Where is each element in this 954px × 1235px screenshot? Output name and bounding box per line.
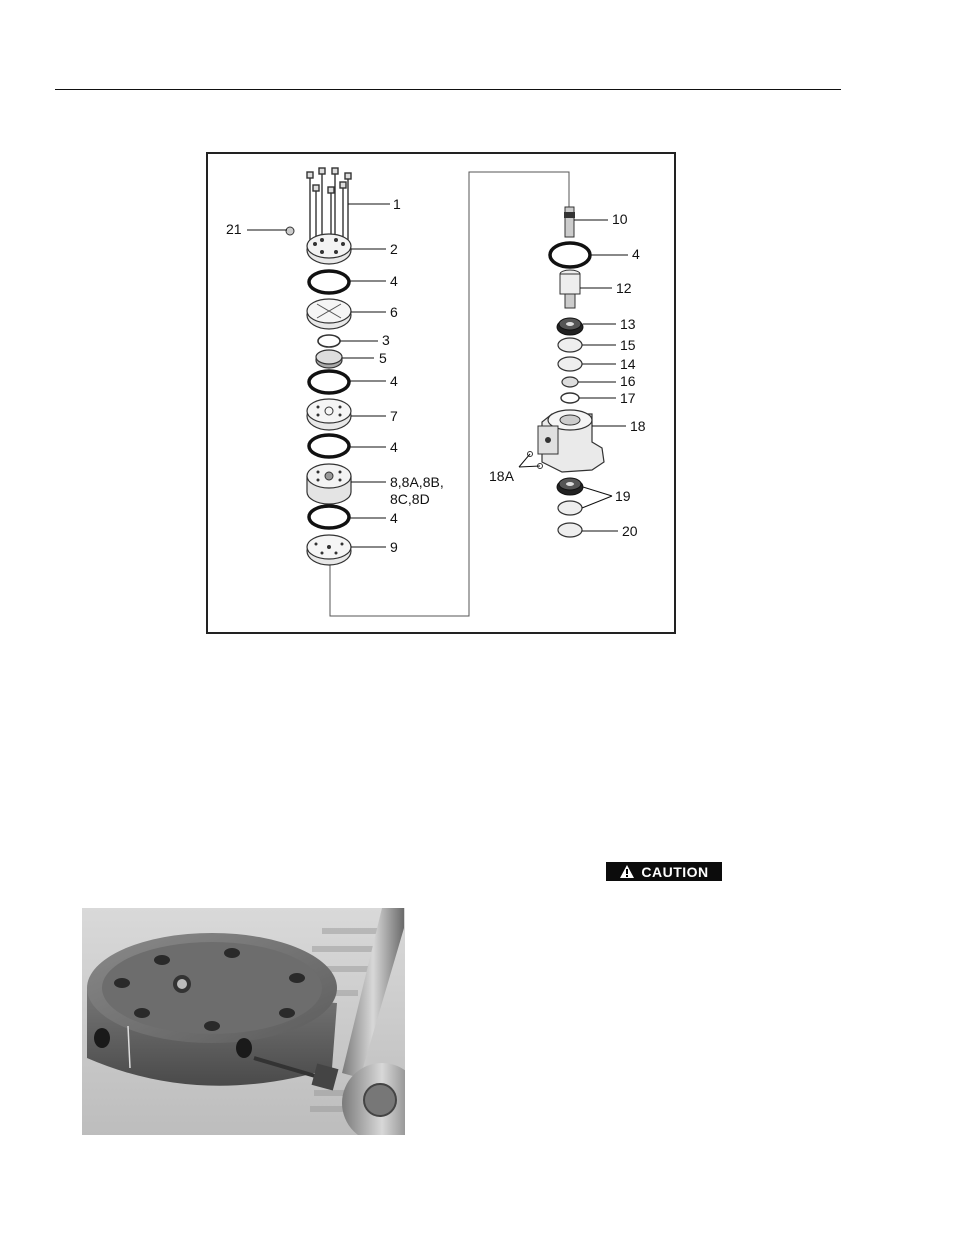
- callout-17: 17: [620, 390, 636, 406]
- mounting-flange-part-18: [538, 410, 604, 472]
- warning-triangle-icon: [619, 864, 635, 879]
- callout-4: 4: [390, 273, 398, 289]
- manifold-part-7: [307, 399, 351, 430]
- callout-8c: 8C,8D: [390, 491, 430, 507]
- end-cap-part-9: [307, 535, 351, 565]
- callout-leaders: [247, 204, 628, 547]
- callout-18a: 18A: [489, 468, 514, 484]
- callout-4: 4: [632, 246, 640, 262]
- washer-part-15: [558, 338, 582, 352]
- callout-12: 12: [616, 280, 632, 296]
- callout-10: 10: [612, 211, 628, 227]
- rotor-part-5: [316, 350, 342, 368]
- exploded-parts-diagram: [206, 152, 676, 634]
- drive-link-part-12: [560, 270, 580, 308]
- housing-part-8: [307, 464, 351, 504]
- callout-4: 4: [390, 373, 398, 389]
- callout-15: 15: [620, 337, 636, 353]
- o-ring-part-4: [550, 243, 590, 267]
- assembly-connector-line: [330, 172, 569, 616]
- washer-part-14: [558, 357, 582, 371]
- wrench-on-motor-housing-photo: [82, 908, 405, 1135]
- callout-13: 13: [620, 316, 636, 332]
- callout-4: 4: [390, 439, 398, 455]
- callout-5: 5: [379, 350, 387, 366]
- callout-3: 3: [382, 332, 390, 348]
- callout-6: 6: [390, 304, 398, 320]
- fitting-part-21: [286, 227, 294, 235]
- callout-2: 2: [390, 241, 398, 257]
- diagram-drawing: [208, 154, 678, 636]
- callout-20: 20: [622, 523, 638, 539]
- o-ring-part-4: [309, 506, 349, 528]
- caution-label: CAUTION: [641, 863, 709, 880]
- callout-21: 21: [226, 221, 242, 237]
- callout-14: 14: [620, 356, 636, 372]
- bearing-part-19: [557, 478, 583, 515]
- o-ring-part-4: [309, 435, 349, 457]
- callout-18: 18: [630, 418, 646, 434]
- header-rule: [55, 89, 841, 90]
- caution-banner: [606, 862, 722, 881]
- callout-8: 8,8A,8B,: [390, 474, 444, 490]
- spacer-plate-part-6: [307, 299, 351, 329]
- shaft-part-10: [564, 207, 575, 237]
- end-plate-part-2: [307, 234, 351, 264]
- washer-part-20: [558, 523, 582, 537]
- spacer-part-16: [562, 377, 578, 387]
- callout-4: 4: [390, 510, 398, 526]
- o-ring-part-4: [309, 271, 349, 293]
- callout-9: 9: [390, 539, 398, 555]
- callout-7: 7: [390, 408, 398, 424]
- seal-part-17: [561, 393, 579, 403]
- seal-ring-part-3: [318, 335, 340, 347]
- callout-19: 19: [615, 488, 631, 504]
- callout-16: 16: [620, 373, 636, 389]
- o-ring-part-4: [309, 371, 349, 393]
- bearing-part-13: [557, 318, 583, 335]
- callout-1: 1: [393, 196, 401, 212]
